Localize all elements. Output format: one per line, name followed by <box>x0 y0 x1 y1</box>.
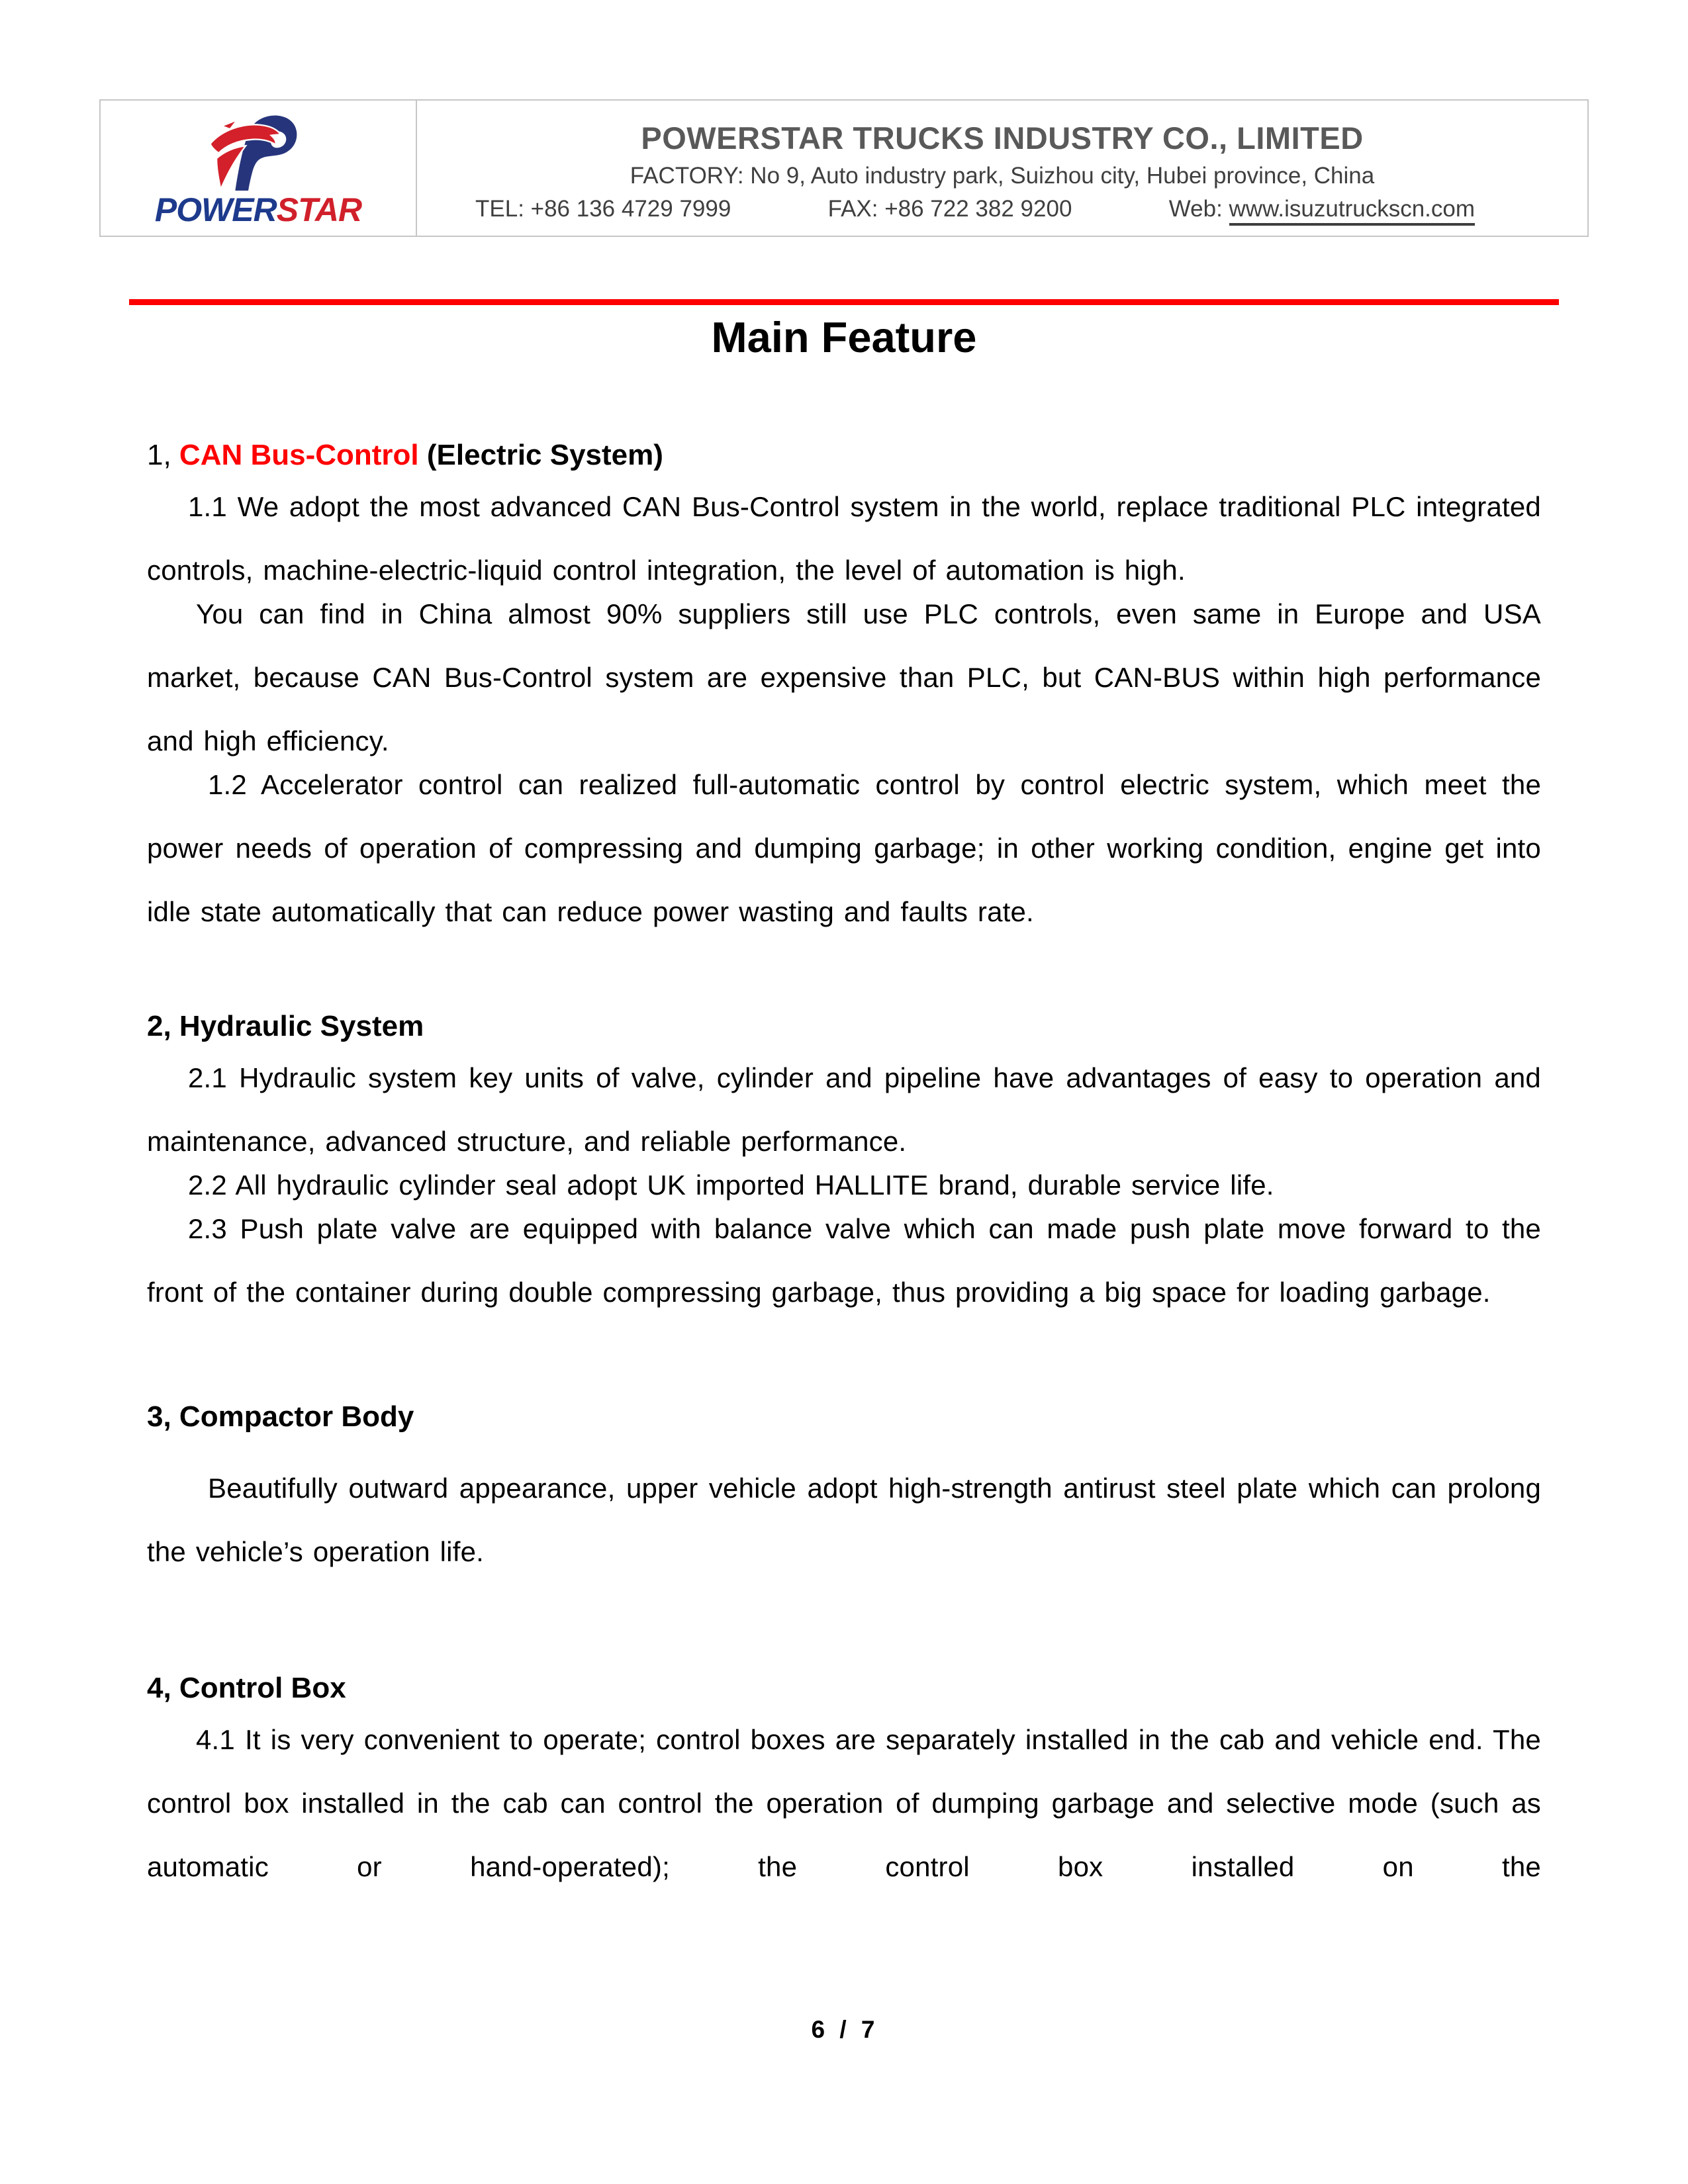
section-heading <box>147 435 1541 475</box>
powerstar-eagle-icon <box>193 113 323 191</box>
section-heading: 2, Hydraulic System <box>147 1010 424 1042</box>
paragraph: You can find in China almost 90% suppliers still use PLC controls, even same in Europe and USA market, because CAN Bus-Control system are expensive than PLC, but CAN-BUS within high performance and high efficiency. <box>147 598 1541 756</box>
web-line <box>1169 193 1475 225</box>
company-logo <box>101 101 417 236</box>
paragraph: 2.2 All hydraulic cylinder seal adopt UK imported HALLITE brand, durable service life. <box>188 1169 1274 1201</box>
letterhead-info <box>417 101 1587 236</box>
paragraph: 1.1 We adopt the most advanced CAN Bus-Control system in the world, replace traditional PLC integrated controls, machine-electric-liquid control integration, the level of automation is high. <box>147 491 1541 586</box>
paragraph: 4.1 It is very convenient to operate; control boxes are separately installed in the cab and vehicle end. The control box installed in the cab can control the operation of dumping garbage and selective mode (such as automatic or hand-operated); the control box installed on the <box>147 1724 1541 1882</box>
red-divider-rule <box>129 299 1559 305</box>
heading-highlight: CAN Bus-Control <box>179 439 419 471</box>
page-number: 6 / 7 <box>811 2016 877 2043</box>
letterhead <box>99 99 1589 237</box>
factory-address: FACTORY: No 9, Auto industry park, Suizhou city, Hubei province, China <box>630 163 1375 189</box>
section-control-box <box>147 1668 1541 1899</box>
paragraph: Beautifully outward appearance, upper vehicle adopt high-strength antirust steel plate which can prolong the vehicle’s operation life. <box>147 1473 1541 1567</box>
paragraph: 2.3 Push plate valve are equipped with balance valve which can made push plate move forward to the front of the container during double compressing garbage, thus providing a big space for loading garbage. <box>147 1213 1541 1308</box>
section-compactor-body <box>147 1397 1541 1584</box>
brand-star-text: STAR <box>276 191 362 228</box>
section-can-bus-control <box>147 435 1541 944</box>
paragraph: 2.1 Hydraulic system key units of valve, cylinder and pipeline have advantages of easy to operation and maintenance, advanced structure, and reliable performance. <box>147 1062 1541 1157</box>
contact-line <box>417 193 1587 225</box>
web-label: Web: <box>1168 196 1229 222</box>
page-title: Main Feature <box>711 313 977 361</box>
section-heading: 4, Control Box <box>147 1672 346 1704</box>
section-hydraulic-system <box>147 1007 1541 1324</box>
brand-power-text: POWER <box>154 191 277 228</box>
company-name: POWERSTAR TRUCKS INDUSTRY CO., LIMITED <box>641 120 1364 156</box>
website-link[interactable]: www.isuzutruckscn.com <box>1229 196 1475 226</box>
brand-wordmark <box>155 192 361 228</box>
section-heading: 3, Compactor Body <box>147 1400 414 1433</box>
document-body <box>147 311 1541 1899</box>
tel-number: TEL: +86 136 4729 7999 <box>475 196 731 222</box>
paragraph: 1.2 Accelerator control can realized full-automatic control by control electric system, which meet the power needs of operation of compressing and dumping garbage; in other working condition, engine get into idle state automatically that can reduce power wasting and faults rate. <box>147 769 1541 927</box>
fax-number: FAX: +86 722 382 9200 <box>827 196 1072 222</box>
heading-rest: (Electric System) <box>418 439 663 471</box>
heading-number: 1, <box>147 439 179 471</box>
